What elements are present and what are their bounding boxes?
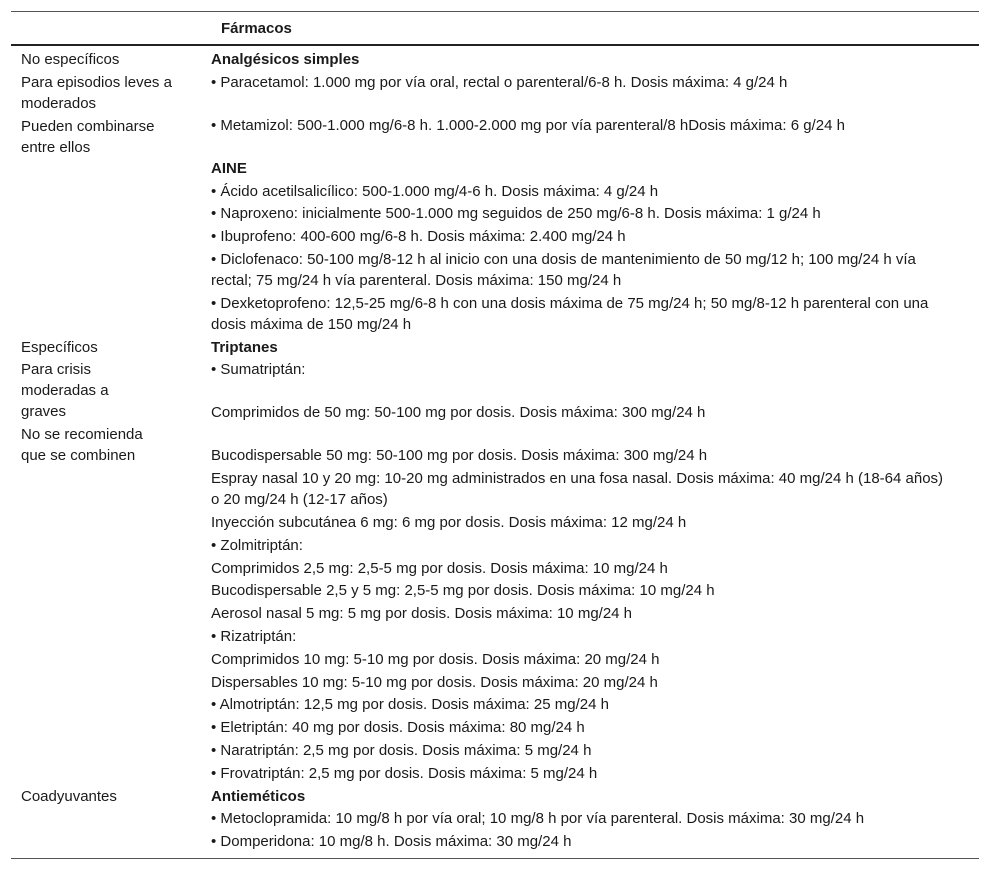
drug-line: • Ácido acetilsalicílico: 500-1.000 mg/4-6 h. Dosis máxima: 4 g/24 h [211, 182, 659, 200]
drug-class-title: Triptanes [211, 338, 278, 356]
drug-line: Dispersables 10 mg: 5-10 mg por dosis. Dosis máxima: 20 mg/24 h [211, 673, 658, 691]
group-label [11, 786, 211, 854]
category-title: Coadyuvantes [21, 787, 117, 805]
drug-line: • Frovatriptán: 2,5 mg por dosis. Dosis máxima: 5 mg/24 h [211, 764, 598, 782]
category-title: No específicos [21, 51, 120, 68]
table-header-row [11, 12, 979, 44]
drug-line: • Paracetamol: 1.000 mg por vía oral, rectal o parenteral/6-8 h. Dosis máxima: 4 g/24 h [211, 73, 788, 91]
drug-line: • Rizatriptán: [211, 627, 297, 645]
category-title: Específicos [21, 338, 98, 356]
drug-line: Bucodispersable 2,5 y 5 mg: 2,5-5 mg por dosis. Dosis máxima: 10 mg/24 h [211, 582, 715, 600]
header-farmacos: Fármacos [221, 19, 292, 37]
drug-class-title: Analgésicos simples [211, 51, 360, 68]
category-note: Para episodios leves a moderados [21, 73, 172, 112]
drug-line: • Metamizol: 500-1.000 mg/6-8 h. 1.000-2.000 mg por vía parenteral/8 hDosis máxima: 6 g/24 h [211, 116, 845, 134]
table-body [11, 46, 979, 858]
drug-line: Espray nasal 10 y 20 mg: 10-20 mg administrados en una fosa nasal. Dosis máxima: 40 mg/24 h (18-64 años) o 20 mg/24 h (12-17 años) [211, 470, 944, 509]
drug-line: • Naratriptán: 2,5 mg por dosis. Dosis máxima: 5 mg/24 h [211, 741, 592, 759]
drug-line: • Dexketoprofeno: 12,5-25 mg/6-8 h con una dosis máxima de 75 mg/24 h; 50 mg/8-12 h parenteral con una dosis máxima de 150 mg/24 h [211, 294, 929, 333]
drug-line: • Metoclopramida: 10 mg/8 h por vía oral; 10 mg/8 h por vía parenteral. Dosis máxima: 30 mg/24 h [211, 810, 865, 828]
drug-line: • Diclofenaco: 50-100 mg/8-12 h al inicio con una dosis de mantenimiento de 50 mg/12 h; 100 mg/24 h vía rectal; 75 mg/24 h vía parenteral. Dosis máxima: 150 mg/24 h [211, 250, 916, 289]
drug-line: Comprimidos 2,5 mg: 2,5-5 mg por dosis. Dosis máxima: 10 mg/24 h [211, 559, 668, 577]
group-drugs [211, 786, 979, 854]
drug-line: Comprimidos 10 mg: 5-10 mg por dosis. Dosis máxima: 20 mg/24 h [211, 650, 660, 668]
drug-class-title: AINE [211, 159, 247, 177]
drug-line: • Sumatriptán: [211, 361, 306, 379]
group-especificos [11, 337, 979, 786]
drug-line: • Eletriptán: 40 mg por dosis. Dosis máxima: 80 mg/24 h [211, 719, 585, 737]
drug-line: • Ibuprofeno: 400-600 mg/6-8 h. Dosis máxima: 2.400 mg/24 h [211, 228, 626, 246]
group-drugs [211, 337, 979, 786]
category-note: Para crisis moderadas a graves [21, 361, 109, 421]
drug-table [11, 11, 979, 859]
drug-line: Aerosol nasal 5 mg: 5 mg por dosis. Dosis máxima: 10 mg/24 h [211, 605, 633, 623]
group-label [11, 337, 211, 786]
drug-line: • Domperidona: 10 mg/8 h. Dosis máxima: 30 mg/24 h [211, 833, 572, 851]
group-label [11, 49, 211, 337]
drug-line: Inyección subcutánea 6 mg: 6 mg por dosis. Dosis máxima: 12 mg/24 h [211, 513, 687, 531]
drug-line: Comprimidos de 50 mg: 50-100 mg por dosis. Dosis máxima: 300 mg/24 h [211, 404, 706, 422]
drug-line: • Zolmitriptán: [211, 536, 303, 554]
category-note: No se recomienda que se combinen [21, 426, 143, 465]
drug-line: Bucodispersable 50 mg: 50-100 mg por dosis. Dosis máxima: 300 mg/24 h [211, 447, 708, 465]
table-bottom-rule [11, 858, 979, 859]
drug-line: • Naproxeno: inicialmente 500-1.000 mg seguidos de 250 mg/6-8 h. Dosis máxima: 1 g/24 h [211, 205, 821, 223]
drug-line: • Almotriptán: 12,5 mg por dosis. Dosis máxima: 25 mg/24 h [211, 696, 609, 714]
category-note: Pueden combinarse entre ellos [21, 117, 155, 156]
drug-class-title: Antieméticos [211, 787, 306, 805]
group-coadyuvantes [11, 786, 979, 854]
group-drugs [211, 49, 979, 337]
group-no-especificos [11, 49, 979, 337]
